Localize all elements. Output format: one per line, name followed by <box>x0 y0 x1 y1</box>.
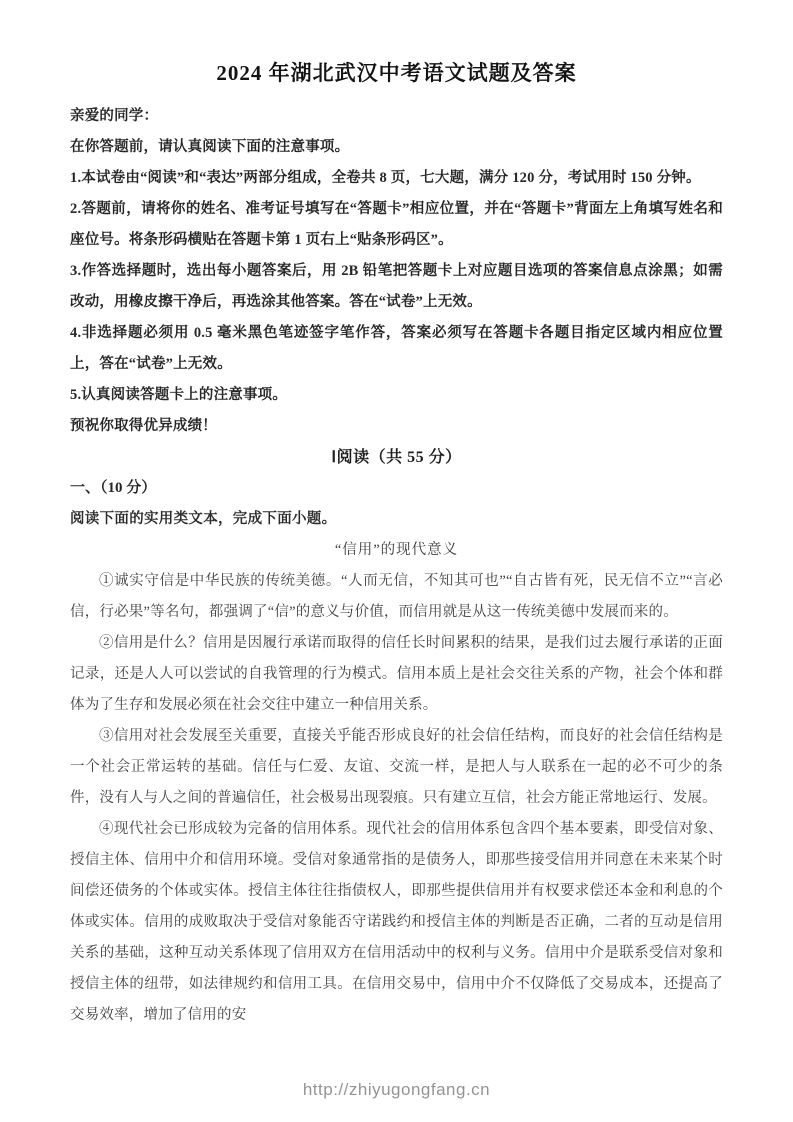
footer-watermark-url: http://zhiyugongfang.cn <box>302 1080 491 1099</box>
question-number: 一、（10 分） <box>70 480 157 496</box>
salutation-line: 亲爱的同学： <box>70 108 159 124</box>
notice-item-5: 5.认真阅读答题卡上的注意事项。 <box>70 387 288 403</box>
article-title: “信用”的现代意义 <box>334 542 459 558</box>
section-heading-reading: Ⅰ阅读（共 55 分） <box>331 449 462 466</box>
article-paragraph-2: ②信用是什么？信用是因履行承诺而取得的信任长时间累积的结果，是我们过去履行承诺的正面记录，还是人人可以尝试的自我管理的行为模式。信用本质上是社会交往关系的产物，社会个体和群体为了生存和发展必须在社会交往中建立一种信用关系。 <box>70 635 723 713</box>
notice-item-2: 2.答题前，请将你的姓名、准考证号填写在“答题卡”相应位置，并在“答题卡”背面左上角填写姓名和座位号。将条形码横贴在答题卡第 1 页右上“贴条形码区”。 <box>70 201 723 248</box>
notice-item-3: 3.作答选择题时，选出每小题答案后，用 2B 铅笔把答题卡上对应题目选项的答案信息点涂黑；如需改动，用橡皮擦干净后，再选涂其他答案。答在“试卷”上无效。 <box>70 263 723 310</box>
page-title: 2024 年湖北武汉中考语文试题及答案 <box>216 61 577 85</box>
question-intro: 阅读下面的实用类文本，完成下面小题。 <box>70 511 337 527</box>
article-paragraph-4: ④现代社会已形成较为完备的信用体系。现代社会的信用体系包含四个基本要素，即受信对象、授信主体、信用中介和信用环境。受信对象通常指的是债务人，即那些接受信用并同意在未来某个时间偿还债务的个体或实体。授信主体往往指债权人，即那些提供信用并有权要求偿还本金和利息的个体或实体。信用的成败取决于受信对象能否守诺践约和授信主体的判断是否正确，二者的互动是信用关系的基础，这种互动关系体现了信用双方在信用活动中的权利与义务。信用中介是联系受信对象和授信主体的纽带，如法律规约和信用工具。在信用交易中，信用中介不仅降低了交易成本，还提高了交易效率，增加了信用的安 <box>70 821 723 1023</box>
preamble-intro-line: 在你答题前，请认真阅读下面的注意事项。 <box>70 139 350 155</box>
wish-line: 预祝你取得优异成绩！ <box>70 418 217 434</box>
article-paragraph-3: ③信用对社会发展至关重要，直接关乎能否形成良好的社会信任结构，而良好的社会信任结构是一个社会正常运转的基础。信任与仁爱、友谊、交流一样，是把人与人联系在一起的必不可少的条件，没有人与人之间的普遍信任，社会极易出现裂痕。只有建立互信，社会方能正常地运行、发展。 <box>70 728 723 806</box>
notice-item-1: 1.本试卷由“阅读”和“表达”两部分组成，全卷共 8 页，七大题，满分 120 分，考试用时 150 分钟。 <box>70 170 701 186</box>
article-paragraph-1: ①诚实守信是中华民族的传统美德。“人而无信，不知其可也”“自古皆有死，民无信不立”“言必信，行必果”等名句，都强调了“信”的意义与价值，而信用就是从这一传统美德中发展而来的。 <box>70 573 723 620</box>
notice-item-4: 4.非选择题必须用 0.5 毫米黑色笔迹签字笔作答，答案必须写在答题卡各题目指定区域内相应位置上，答在“试卷”上无效。 <box>70 325 723 372</box>
